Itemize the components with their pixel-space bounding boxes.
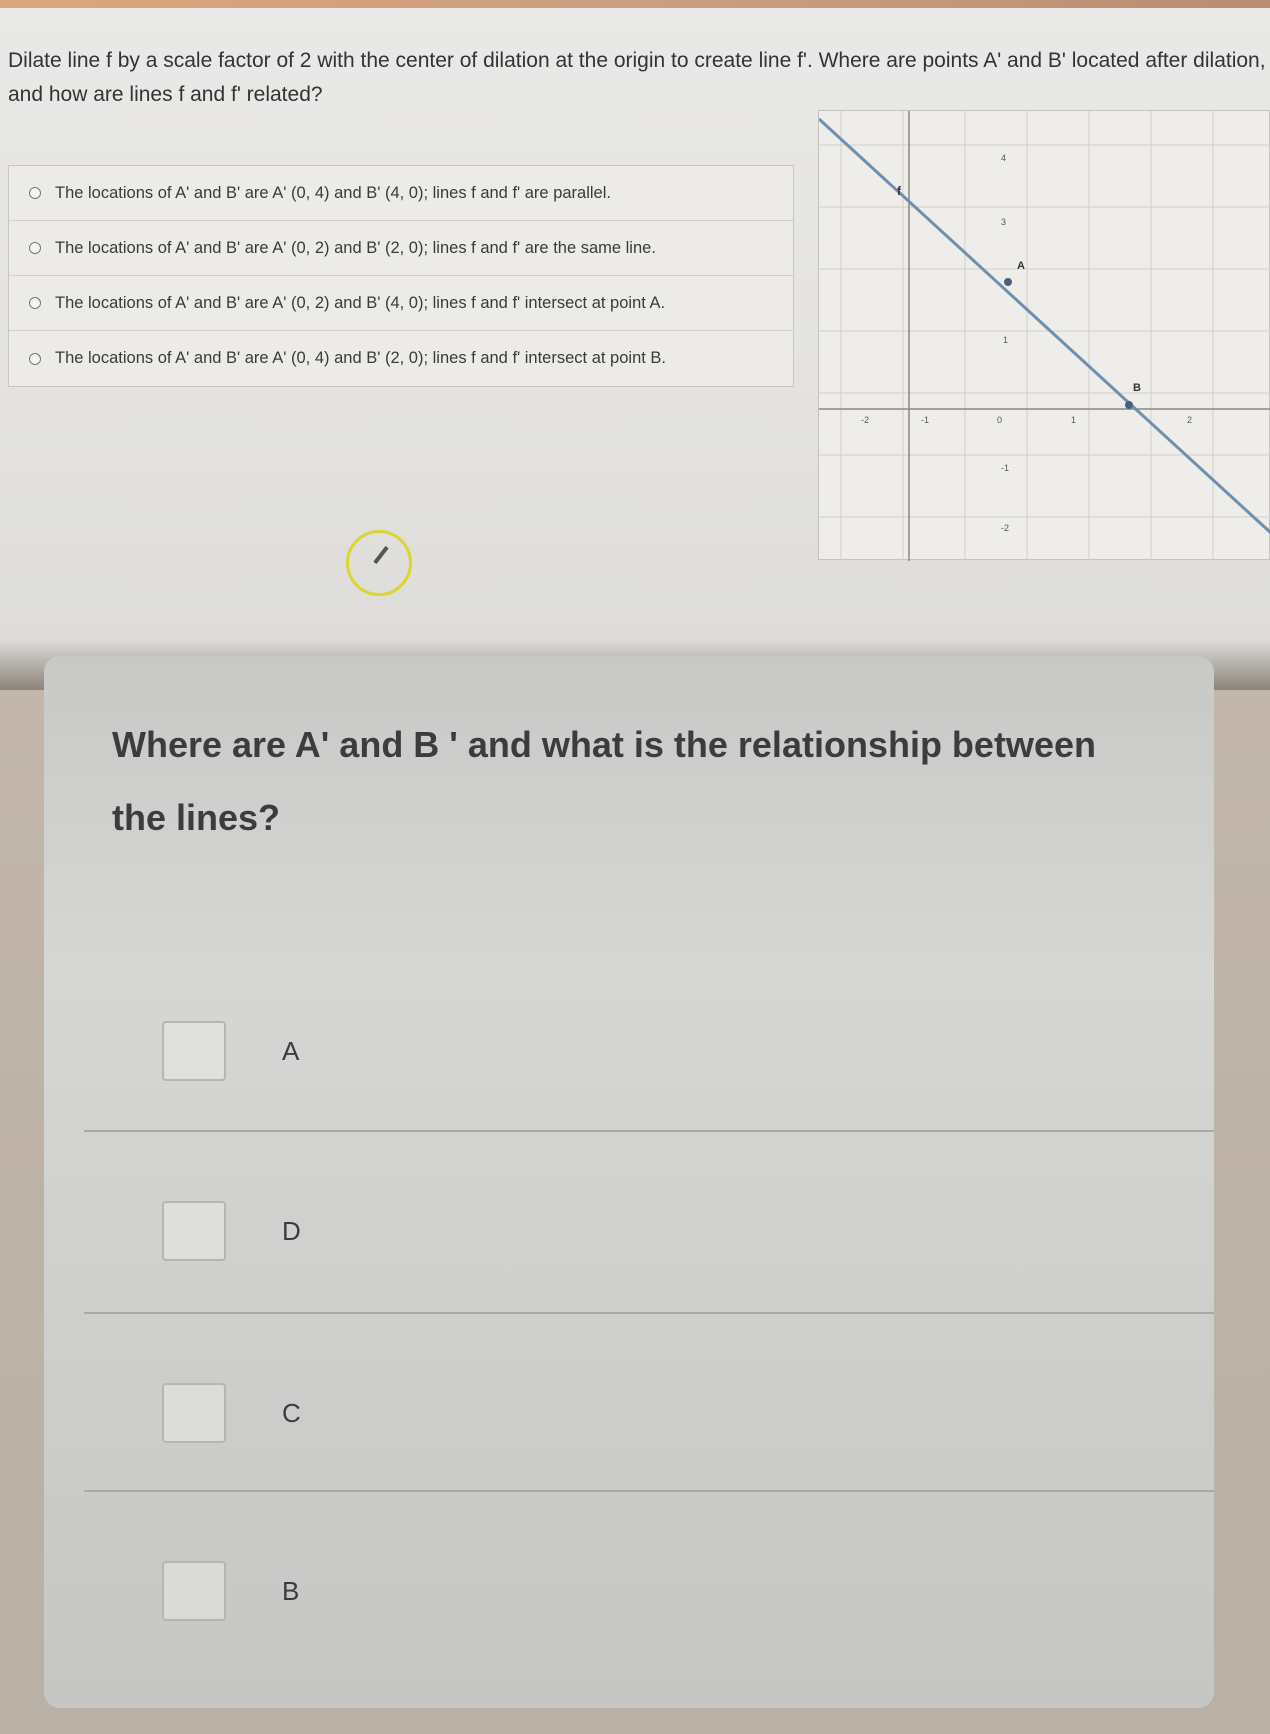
x-tick-label: 2 <box>1187 415 1193 425</box>
grid-lines <box>819 111 1270 561</box>
option-1-text: The locations of A' and B' are A' (0, 4) and B' (4, 0); lines f and f' are parallel. <box>55 183 611 202</box>
y-tick-label: -1 <box>1001 463 1010 473</box>
choice-label: C <box>282 1397 301 1428</box>
pen-cursor-icon <box>346 530 412 596</box>
coordinate-graph <box>818 110 1270 560</box>
option-4-text: The locations of A' and B' are A' (0, 4) and B' (2, 0); lines f and f' intersect at point B. <box>55 349 666 367</box>
radio-button[interactable] <box>29 242 41 254</box>
choice-d[interactable] <box>44 1140 1214 1322</box>
x-tick-label: -2 <box>861 415 870 425</box>
y-tick-label: 4 <box>1001 153 1007 163</box>
option-2[interactable] <box>9 221 793 276</box>
choice-label: D <box>282 1215 301 1246</box>
card-question-title: Where are A' and B ' and what is the relationship between the lines? <box>112 724 1096 838</box>
x-tick-label: 1 <box>1071 415 1077 425</box>
choice-label: A <box>282 1035 300 1066</box>
option-3-text: The locations of A' and B' are A' (0, 2) and B' (4, 0); lines f and f' intersect at point A. <box>55 293 666 312</box>
screen-top-band <box>0 0 1270 8</box>
checkbox[interactable] <box>162 1383 226 1443</box>
x-tick-label: -1 <box>921 415 930 425</box>
radio-button[interactable] <box>29 297 41 309</box>
checkbox[interactable] <box>162 1201 226 1261</box>
checkbox[interactable] <box>162 1021 226 1081</box>
y-tick-label: 1 <box>1003 335 1009 345</box>
answer-options-panel <box>8 165 794 387</box>
point-b <box>1125 401 1133 409</box>
point-a <box>1004 278 1012 286</box>
radio-button[interactable] <box>29 353 41 365</box>
graph-svg <box>819 111 1270 561</box>
choice-a[interactable] <box>44 960 1214 1142</box>
choice-b[interactable] <box>44 1500 1214 1682</box>
choice-divider <box>84 1130 1214 1132</box>
checkbox[interactable] <box>162 1561 226 1621</box>
pencil-icon <box>373 546 388 564</box>
y-tick-label: -2 <box>1001 523 1010 533</box>
question-prompt: Dilate line f by a scale factor of 2 with the center of dilation at the origin to create line f'. Where are points A' and B' located after dilation, and how are lines f and f' related? <box>8 49 1266 106</box>
line-f <box>819 119 1270 533</box>
option-2-text: The locations of A' and B' are A' (0, 2) and B' (2, 0); lines f and f' are the same line. <box>55 238 656 257</box>
point-b-label: B <box>1133 382 1141 394</box>
choice-c[interactable] <box>44 1322 1214 1504</box>
option-4[interactable] <box>9 331 793 386</box>
point-a-label: A <box>1017 260 1025 272</box>
screen-photo <box>0 0 1270 690</box>
option-3[interactable] <box>9 276 793 331</box>
radio-button[interactable] <box>29 187 41 199</box>
line-f-label: f <box>897 184 901 198</box>
choice-label: B <box>282 1575 300 1606</box>
choice-divider <box>84 1312 1214 1314</box>
choice-divider <box>84 1490 1214 1492</box>
x-tick-label: 0 <box>997 415 1003 425</box>
y-tick-label: 3 <box>1001 217 1007 227</box>
axes <box>819 111 1270 561</box>
option-1[interactable] <box>9 166 793 221</box>
